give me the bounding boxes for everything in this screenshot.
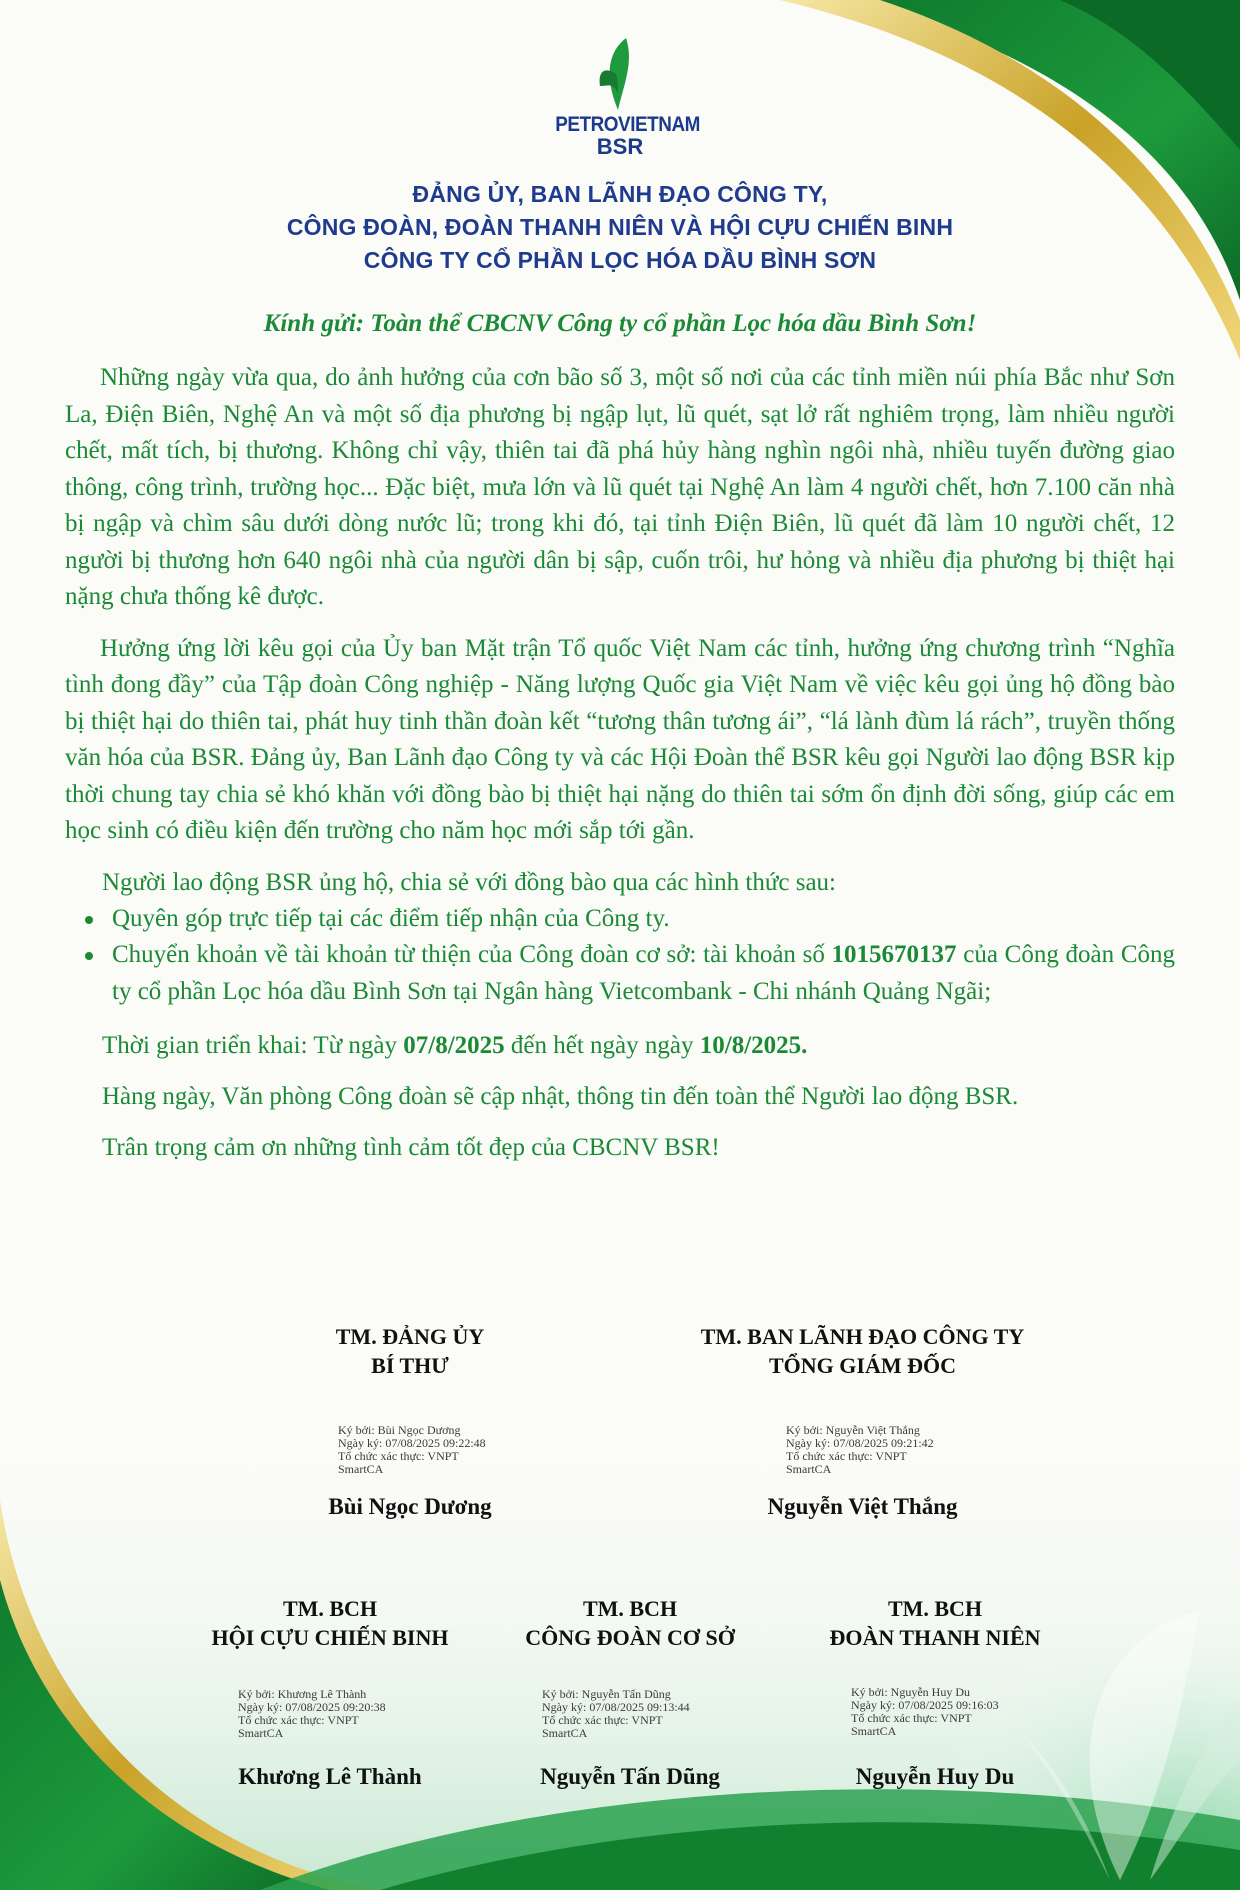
signer-name: Nguyễn Tấn Dũng <box>540 1764 720 1789</box>
paragraph-disaster-report: Những ngày vừa qua, do ảnh hưởng của cơn bão số 3, một số nơi của các tỉnh miền núi phía Bắc như Sơn La, Điện Biên, Nghệ An và một số địa phương bị ngập lụt, lũ quét, sạt lở rất nghiêm trọng, làm nhiều người chết, mất tích, bị thương. Không chỉ vậy, thiên tai đã phá hủy hàng nghìn ngôi nhà, nhiều tuyến đường giao thông, công trình, trường học... Đặc biệt, mưa lớn và lũ quét tại Nghệ An làm 4 người chết, hơn 7.100 căn nhà bị ngập và chìm sâu dưới dòng nước lũ; trong khi đó, tại tỉnh Điện Biên, lũ quét đã làm 10 người chết, 12 người bị thương hơn 640 ngôi nhà của người dân bị sập, cuốn trôi, hư hỏng và nhiều địa phương bị thiệt hại nặng chưa thống kê được. <box>65 364 1175 610</box>
stamp-line: Ngày ký: 07/08/2025 09:13:44 <box>542 1700 690 1714</box>
stamp-line: SmartCA <box>238 1726 284 1740</box>
list-item <box>65 901 1175 938</box>
stamp-line: Ký bởi: Nguyễn Huy Du <box>851 1685 971 1699</box>
list-item <box>65 937 1175 1010</box>
stamp-line: Ngày ký: 07/08/2025 09:20:38 <box>238 1700 386 1714</box>
stamp-line: Tổ chức xác thực: VNPT <box>851 1711 972 1725</box>
stamp-line: Ký bởi: Khương Lê Thành <box>238 1687 367 1701</box>
organization-header <box>100 178 1140 277</box>
bank-account-number: 1015670137 <box>831 941 957 968</box>
stamp-line: Tổ chức xác thực: VNPT <box>786 1449 907 1463</box>
timeline-label: Thời gian triển khai: Từ ngày <box>102 1032 404 1059</box>
stamp-line: Ngày ký: 07/08/2025 09:22:48 <box>338 1436 486 1450</box>
digital-signature-stamp <box>851 1686 999 1738</box>
stamp-line: Tổ chức xác thực: VNPT <box>338 1449 459 1463</box>
stamp-line: Ký bởi: Bùi Ngọc Dương <box>338 1423 461 1437</box>
signature-block-youth <box>795 1594 1075 1794</box>
signature-title: TM. BAN LÃNH ĐẠO CÔNG TY <box>700 1324 1025 1349</box>
signature-role: TỔNG GIÁM ĐỐC <box>769 1353 956 1378</box>
signature-role: ĐOÀN THANH NIÊN <box>829 1625 1041 1650</box>
stamp-line: SmartCA <box>542 1726 588 1740</box>
donation-methods-lead: Người lao động BSR ủng hộ, chia sẻ với đồng bào qua các hình thức sau: <box>102 868 836 896</box>
digital-signature-stamp <box>238 1688 386 1740</box>
stamp-line: SmartCA <box>338 1462 384 1476</box>
org-line: CÔNG TY CỔ PHẦN LỌC HÓA DẦU BÌNH SƠN <box>363 247 877 273</box>
signature-block-veterans <box>185 1594 475 1794</box>
update-line: Hàng ngày, Văn phòng Công đoàn sẽ cập nhật, thông tin đến toàn thể Người lao động BSR. <box>102 1083 1019 1110</box>
paragraph-call-to-action: Hưởng ứng lời kêu gọi của Ủy ban Mặt trận Tổ quốc Việt Nam các tỉnh, hưởng ứng chương trình “Nghĩa tình đong đầy” của Tập đoàn Công nghiệp - Năng lượng Quốc gia Việt Nam về việc kêu gọi ủng hộ đồng bào bị thiệt hại do thiên tai, phát huy tinh thần đoàn kết “tương thân tương ái”, “lá lành đùm lá rách”, truyền thống văn hóa của BSR. Đảng ủy, Ban Lãnh đạo Công ty và các Hội Đoàn thể BSR kêu gọi Người lao động BSR kịp thời chung tay chia sẻ khó khăn với đồng bào bị thiệt hại nặng do thiên tai sớm ổn định đời sống, giúp các em học sinh có điều kiện đến trường cho năm học mới sắp tới gần. <box>65 634 1175 844</box>
bullet-text: của Công đoàn Công ty cổ phần Lọc hóa dầu Bình Sơn tại Ngân hàng Vietcombank - Chi nhánh Quảng Ngãi; <box>112 941 1175 1005</box>
digital-signature-stamp <box>542 1688 690 1740</box>
stamp-line: Ngày ký: 07/08/2025 09:21:42 <box>786 1436 934 1450</box>
signature-role: HỘI CỰU CHIẾN BINH <box>211 1625 449 1650</box>
signer-name: Nguyễn Việt Thắng <box>767 1494 958 1519</box>
bullet-text: Chuyển khoản về tài khoản từ thiện của Công đoàn cơ sở: tài khoản số <box>112 941 832 968</box>
timeline-start-date: 07/8/2025 <box>403 1032 505 1059</box>
logo-sub-text: BSR <box>596 134 644 159</box>
stamp-line: Ngày ký: 07/08/2025 09:16:03 <box>851 1698 999 1712</box>
digital-signature-stamp <box>786 1424 934 1476</box>
signature-block-party <box>260 1322 560 1522</box>
signature-title: TM. ĐẢNG ỦY <box>335 1324 485 1349</box>
salutation: Kính gửi: Toàn thể CBCNV Công ty cổ phần Lọc hóa dầu Bình Sơn! <box>263 310 977 337</box>
logo-brand-text: PETROVIETNAM <box>555 113 700 136</box>
donation-methods-list <box>65 901 1175 1011</box>
thanks-line: Trân trọng cảm ơn những tình cảm tốt đẹp của CBCNV BSR! <box>102 1134 720 1161</box>
bullet-text: Quyên góp trực tiếp tại các điểm tiếp nhận của Công ty. <box>112 904 670 932</box>
stamp-line: Tổ chức xác thực: VNPT <box>238 1713 359 1727</box>
signer-name: Khương Lê Thành <box>238 1764 422 1789</box>
stamp-line: SmartCA <box>851 1724 897 1738</box>
stamp-line: Ký bởi: Nguyễn Tấn Dũng <box>542 1687 671 1701</box>
org-line: CÔNG ĐOÀN, ĐOÀN THANH NIÊN VÀ HỘI CỰU CHIẾN BINH <box>286 214 954 240</box>
company-logo <box>548 36 700 170</box>
signature-role: BÍ THƯ <box>371 1353 449 1378</box>
digital-signature-stamp <box>338 1424 486 1476</box>
leaf-logo-icon <box>590 36 650 112</box>
stamp-line: SmartCA <box>786 1462 832 1476</box>
signature-block-management <box>665 1322 1060 1522</box>
signature-title: TM. BCH <box>282 1596 378 1621</box>
stamp-line: Tổ chức xác thực: VNPT <box>542 1713 663 1727</box>
signature-role: CÔNG ĐOÀN CƠ SỞ <box>525 1625 735 1650</box>
timeline-end-date: 10/8/2025. <box>699 1032 808 1059</box>
signer-name: Nguyễn Huy Du <box>855 1764 1015 1789</box>
timeline-line <box>65 1028 1175 1064</box>
letter-body <box>65 360 1175 1166</box>
signature-title: TM. BCH <box>582 1596 678 1621</box>
timeline-mid: đến hết ngày ngày <box>504 1032 700 1059</box>
signature-block-union <box>490 1594 770 1794</box>
signature-title: TM. BCH <box>887 1596 983 1621</box>
stamp-line: Ký bởi: Nguyễn Việt Thắng <box>786 1423 920 1437</box>
org-line: ĐẢNG ỦY, BAN LÃNH ĐẠO CÔNG TY, <box>412 181 828 207</box>
signer-name: Bùi Ngọc Dương <box>328 1494 492 1519</box>
